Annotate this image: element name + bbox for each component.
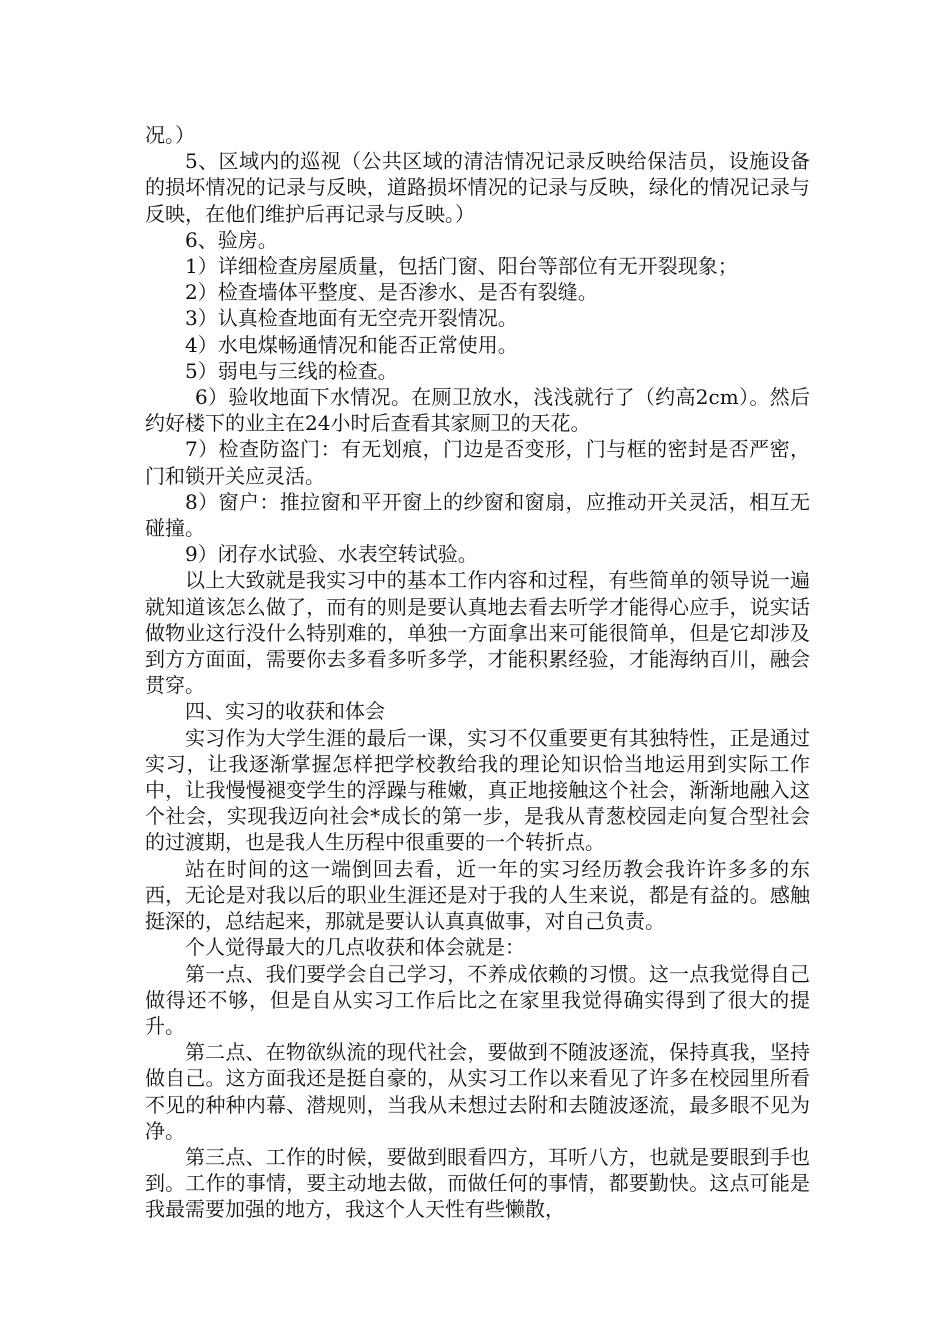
- paragraph-key-points-intro: 个人觉得最大的几点收获和体会就是：: [185, 935, 525, 960]
- paragraph-item-2: 2）检查墙体平整度、是否渗水、是否有裂缝。: [185, 280, 598, 305]
- paragraph-point-1: 第一点、我们要学会自己学习，不养成依赖的习惯。这一点我觉得自己做得还不够，但是自从实习工作后比之在家里我觉得确实得到了很大的提升。: [145, 961, 810, 1038]
- document-body: [145, 122, 810, 1223]
- paragraph-item-3: 3）认真检查地面有无空壳开裂情况。: [185, 306, 518, 331]
- paragraph-point-3: 第三点、工作的时候，要做到眼看四方，耳听八方，也就是要眼到手也到。工作的事情，要主动地去做，而做任何的事情，都要勤快。这点可能是我最需要加强的地方，我这个人天性有些懒散，: [145, 1144, 810, 1222]
- paragraph-house-inspection: 6、验房。: [185, 227, 278, 252]
- paragraph-item-5: 5）弱电与三线的检查。: [185, 358, 398, 383]
- paragraph-summary: 以上大致就是我实习中的基本工作内容和过程，有些简单的领导说一遍就知道该怎么做了，而有的则是要认真地去看去听学才能得心应手，说实话做物业这行没什么特别难的，单独一方面拿出来可能很简单，但是它却涉及到方方面面，需要你去多看多听多学，才能积累经验，才能海纳百川，融会贯穿。: [145, 568, 810, 698]
- paragraph-item-8: 8）窗户：推拉窗和平开窗上的纱窗和窗扇，应推动开关灵活，相互无碰撞。: [145, 489, 810, 541]
- paragraph-item-7: 7）检查防盗门：有无划痕，门边是否变形，门与框的密封是否严密，门和锁开关应灵活。: [145, 437, 810, 488]
- paragraph-item-9: 9）闭存水试验、水表空转试验。: [185, 542, 478, 567]
- paragraph-internship-significance: 实习作为大学生涯的最后一课，实习不仅重要更有其独特性，正是通过实习，让我逐渐掌握怎样把学校教给我的理论知识恰当地运用到实际工作中，让我慢慢褪变学生的浮躁与稚嫩，真正地接触这个社会，渐渐地融入这个社会，实现我迈向社会*成长的第一步，是我从青葱校园走向复合型社会的过渡期，也是我人生历程中很重要的一个转折点。: [145, 725, 810, 855]
- paragraph-reflection: 站在时间的这一端倒回去看，近一年的实习经历教会我许许多多的东西，无论是对我以后的职业生涯还是对于我的人生来说，都是有益的。感触挺深的，总结起来，那就是要认认真真做事，对自己负责。: [145, 856, 810, 934]
- paragraph-point-2: 第二点、在物欲纵流的现代社会，要做到不随波逐流，保持真我，坚持做自己。这方面我还是挺自豪的，从实习工作以来看见了许多在校园里所看不见的种种内幕、潜规则，当我从未想过去附和去随波逐流，最多眼不见为净。: [145, 1040, 810, 1143]
- section-heading: 四、实习的收获和体会: [185, 699, 385, 724]
- paragraph-area-patrol: 5、区域内的巡视（公共区域的清洁情况记录反映给保洁员，设施设备的损坏情况的记录与反映，道路损坏情况的记录与反映，绿化的情况记录与反映，在他们维护后再记录与反映。）: [145, 149, 810, 226]
- paragraph-item-4: 4）水电煤畅通情况和能否正常使用。: [185, 332, 518, 357]
- paragraph-continuation: 况。）: [145, 123, 195, 147]
- paragraph-item-1: 1）详细检查房屋质量，包括门窗、阳台等部位有无开裂现象；: [185, 254, 738, 279]
- paragraph-item-6: 6）验收地面下水情况。在厕卫放水，浅浅就行了（约高2cm）。然后约好楼下的业主在24小时后查看其家厕卫的天花。: [145, 385, 810, 436]
